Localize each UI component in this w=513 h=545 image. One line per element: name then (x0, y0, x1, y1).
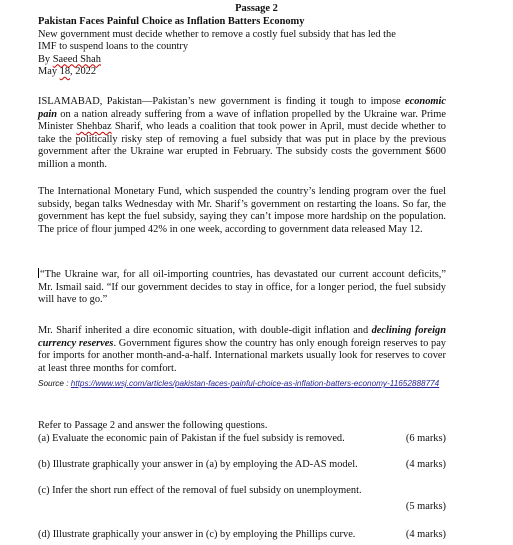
article-subtitle-line1: New government must decide whether to remove a costly fuel subsidy that has led the (38, 28, 396, 40)
p1-name-shehbaz: Shehbaz (76, 121, 112, 132)
question-a (38, 433, 446, 446)
p4-emphasis: declining foreign currency reserves (38, 325, 446, 349)
p1-text-a: ISLAMABAD, Pakistan—Pakistan’s new government is finding it tough to impose (38, 96, 401, 107)
paragraph-4 (38, 325, 446, 375)
byline-author: Saeed Shah (52, 53, 101, 65)
question-d-marks: (4 marks) (405, 529, 446, 540)
question-b-text: (b) Illustrate graphically your answer in (a) by employing the AD-AS model. (38, 459, 358, 470)
article-date (38, 66, 446, 79)
p1-text-c: on a nation already suffering from a wave of inflation propelled by the Ukraine war. Prime Minister (38, 108, 446, 132)
text-cursor (38, 268, 39, 278)
article-title: Pakistan Faces Painful Choice as Inflation Batters Economy (38, 16, 305, 27)
date-suffix: , 2022 (70, 66, 97, 77)
passage-label: Passage 2 (235, 3, 278, 14)
question-c-text: (c) Infer the short run effect of the removal of fuel subsidy on unemployment. (38, 485, 362, 496)
p1-text-e: Sharif, who leads a coalition that took power in April, must decide whether to take the politically risky step of removing a fuel subsidy that was put in place by the previous government after the Ukraine war erupted in February. The subsidy costs the government $600 million a month. (38, 121, 447, 170)
question-a-text: (a) Evaluate the economic pain of Pakistan if the fuel subsidy is removed. (38, 433, 345, 444)
p4-text-c: . Government figures show the country has only enough foreign reserves to pay for imports for another month-and-a-half. International markets usually look for reserves to cover at least three months for comfort. (38, 337, 446, 374)
source-line (38, 378, 446, 389)
byline (38, 54, 446, 67)
paragraph-3 (38, 268, 446, 307)
questions-intro: Refer to Passage 2 and answer the following questions. (38, 420, 268, 431)
paragraph-1 (38, 96, 446, 171)
p1-emphasis: economic pain (38, 96, 446, 120)
paragraph-2: The International Monetary Fund, which suspended the country’s lending program over the fuel subsidy, began talks Wednesday with Mr. Sharif’s government on restarting the loans. So far, the government has kept the fuel subsidy, saying they can’t impose more hardship on the population. The price of flour jumped 42% in one week, according to government data released May 12. (38, 186, 446, 235)
question-c (38, 485, 446, 513)
p3-text: “The Ukraine war, for all oil-importing countries, has devastated our current account deficits,” Mr. Ismail said. “If our government decides to stay in office, for a longer period, the fuel subsidy will have to go.” (38, 269, 446, 305)
article-subtitle-line2: IMF to suspend loans to the country (38, 41, 189, 52)
date-prefix: May (38, 66, 60, 77)
article-header (38, 16, 446, 79)
question-b-marks: (4 marks) (405, 459, 446, 470)
question-d-text: (d) Illustrate graphically your answer in (c) by employing the Phillips curve. (38, 529, 356, 540)
p4-text-a: Mr. Sharif inherited a dire economic situation, with double-digit inflation and (38, 325, 372, 336)
question-d (38, 529, 446, 542)
question-c-marks: (5 marks) (405, 500, 446, 512)
source-link[interactable]: https://www.wsj.com/articles/pakistan-faces-painful-choice-as-inflation-batters-economy-11652888774 (70, 379, 440, 388)
date-day: 18 (59, 66, 71, 77)
question-a-marks: (6 marks) (405, 433, 446, 444)
source-label: Source : (38, 379, 71, 388)
byline-prefix: By (38, 53, 53, 65)
question-b (38, 459, 446, 472)
